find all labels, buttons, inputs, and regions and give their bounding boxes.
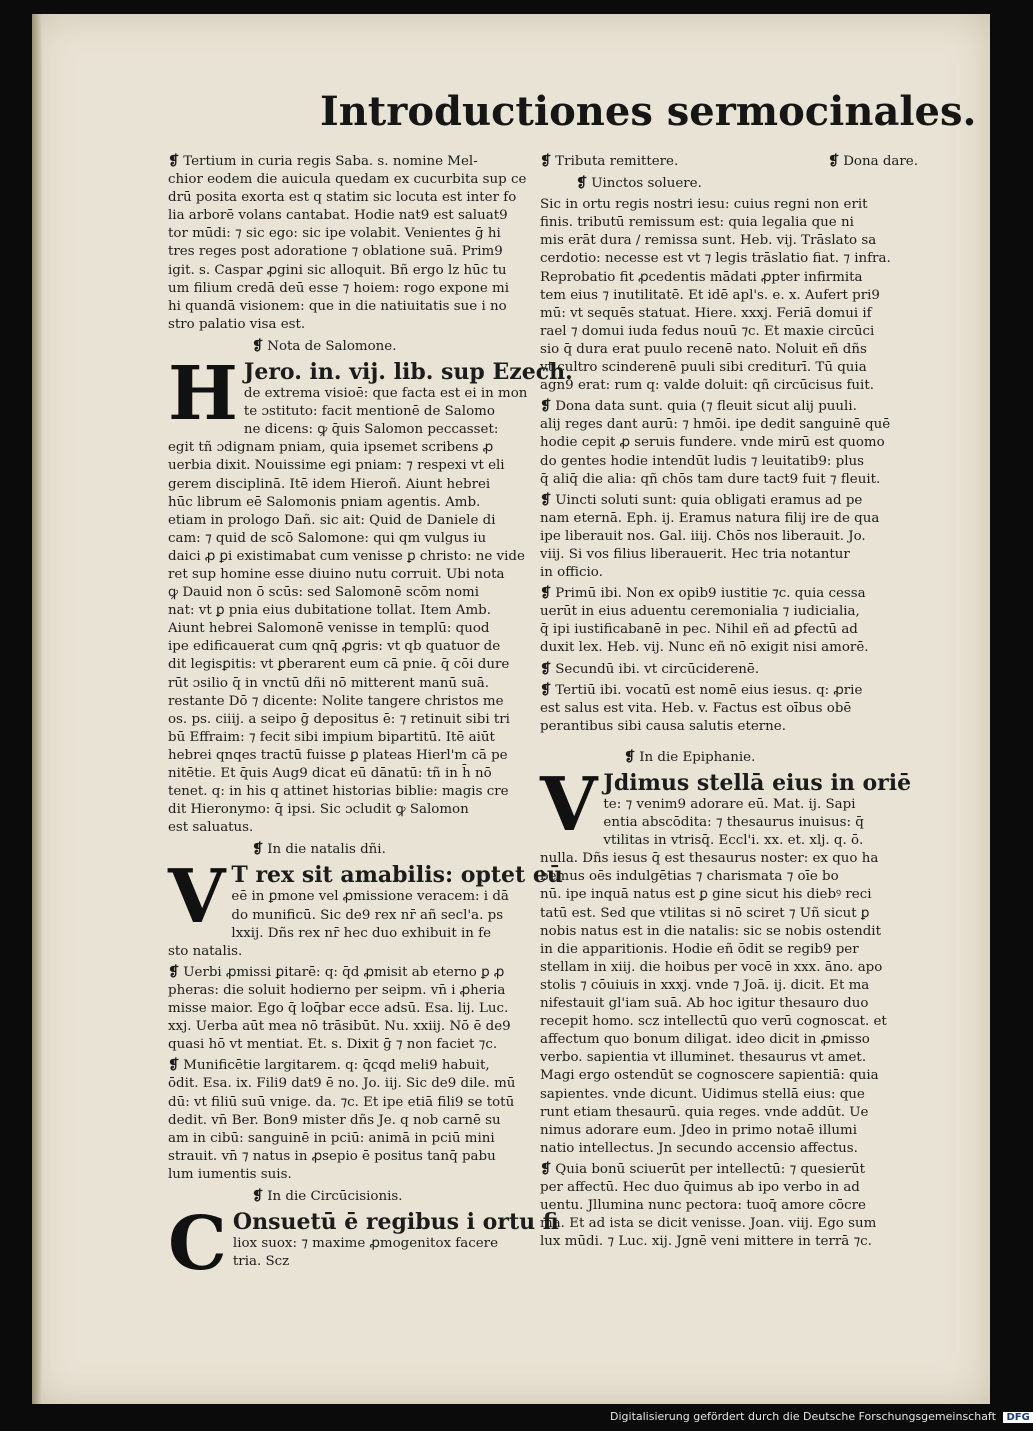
text-line: finis. tributū remissum est: quia legalia que ni [540,215,854,231]
left-para-5 [168,1056,550,1184]
text-line: recepit homo. scz intellectū quo verū cognoscat. et [540,1014,887,1030]
heading-epiphania: ❡ In die Epiphanie. [624,748,756,765]
text-line: rūt ɔsilio q̄ in vnctū dñi nō mitterent manū suā. [168,675,489,691]
text-line: stellam in xiij. die hoibus per vocē in xxx. āno. apo [540,959,883,975]
right-para-8 [540,1160,918,1251]
rex-heading: T rex sit amabilis: optet eū [231,862,563,889]
text-line: nobis natus est in die natalis: sic se nobis ostendit [540,923,881,939]
text-line: misse maior. Ego q̄ loq̄bar ecce adsū. Esa. lij. Luc. [168,1001,509,1017]
text-line: sio q̄ dura erat puulo recenē nato. Noluit eñ dñs [540,341,867,357]
text-line: hi quandā visionem: que in die natiuitatis sue i no [168,298,507,314]
text-line: tenet. q: in his q attinet historias biblie: magis cre [168,784,509,800]
right-para-1 [540,196,918,395]
text-line: strauit. vn̄ ⁊ natus in ꝓsepio ē positus tanq̄ pabu [168,1148,496,1164]
text-line: lux mūdi. ⁊ Luc. xij. Jgnē veni mittere in terrā ⁊c. [540,1234,872,1250]
heading-salomon: ❡ Nota de Salomone. [252,337,397,354]
dfg-logo: DFG [1003,1412,1032,1423]
text-line: mis erāt dura / remissa sunt. Heb. vij. Trāslato sa [540,233,877,249]
text-line: ❡ Quia bonū sciuerūt per intellectū: ⁊ quesierūt [540,1160,866,1177]
dropcap-h: H [168,351,238,438]
right-para-6 [540,681,918,736]
text-line: de extrema visioē: que facta est ei in mon [243,386,528,402]
text-line: ❡ Secundū ibi. vt circūciderenē. [540,660,760,677]
text-line: os. ps. ciiij. a seipo ḡ depositus ē: ⁊ retinuit sibi tri [168,711,510,727]
right-column [540,152,918,1253]
text-line: do munificū. Sic de9 rex nr̄ añ secl'a. ps [231,907,504,923]
text-line: dit Hieronymo: q̄ ipsi. Sic ɔcludit ꝙ Salomon [168,802,469,818]
text-line: Reprobatio fit ꝓcedentis mādati ꝓpter infirmita [540,269,863,285]
text-line: drū posita exorta est q statim sic locuta est inter fo [168,190,517,206]
text-line: rael ⁊ domui iuda fedus nouū ⁊c. Et maxie circūci [540,323,875,339]
text-line: natio intellectus. Jn secundo accensio affectus. [540,1140,858,1156]
text-line: ma. Et ad ista se dicit venisse. Joan. viij. Ego sum [540,1216,877,1232]
text-line: te ɔstituto: facit mentionē de Salomo [243,404,495,420]
text-line: Sic in ortu regis nostri iesu: cuius regni non erit [540,197,868,213]
text-line: stro palatio visa est. [168,316,306,332]
text-line: tem eius ⁊ inutilitatē. Et idē apl's. e. x. Aufert pri9 [540,287,880,303]
text-line: ❡ Dona data sunt. quia (⁊ fleuit sicut alij puuli. [540,398,857,415]
text-line: uentu. Jllumina nunc pectora: tuoq̄ amore cōcre [540,1198,866,1214]
pilcrow-icon: ❡ [168,153,180,169]
text-line: dit legisꝑitis: vt ꝑberarent eum cā pnie. q̄ cōi dure [168,657,510,673]
text-line: gerem disciplinā. Itē idem Hieroñ. Aiunt hebrei [168,476,491,492]
dropcap-v: V [168,854,226,941]
text-line: cerdotio: necesse est vt ⁊ legis trāslatio fiat. ⁊ infra. [540,251,891,267]
text-line: sto natalis. [168,943,243,959]
text-line: ōdit. Esa. ix. Fili9 dat9 ē no. Jo. iij. Sic de9 dile. mū [168,1076,516,1092]
text-line: sapientes. vnde dicunt. Uidimus stellā eius: que [540,1086,865,1102]
text-line: in die apparitionis. Hodie eñ ōdit se regib9 per [540,941,859,957]
heading-row-tributa [540,152,918,171]
text-line: ❡ Tertiū ibi. vocatū est nomē eius iesus. q: ꝓrie [540,681,863,698]
text-line: ❡ Munificētie largitarem. q: q̄cqd meli9 habuit, [168,1057,490,1074]
text-line: te: ⁊ venim9 adorare eū. Mat. ij. Sapi [603,797,856,812]
pilcrow-icon: ❡ [540,681,552,698]
text-line: nat: vt ꝑ pnia eius dubitatione tollat. Item Amb. [168,603,491,619]
text-line: ne dicens: ꝙ q̄uis Salomon peccasset: [243,422,499,438]
text-line: per affectū. Hec duo q̄uimus ab ipo verbo in ad [540,1179,860,1195]
text-line: pheras: die soluit hodierno per seipm. vn̄ i ꝓheria [168,982,506,998]
consuetum-block [168,1201,559,1288]
text-line: ꝙ Dauid non ō scūs: sed Salomonē scōm nomi [168,585,480,601]
text-line: hodie cepit ꝓ seruis fundere. vnde mirū est quomo [540,435,885,451]
text-line: viij. Si vos filius liberauerit. Hec tria notantur [540,546,850,562]
text-line: daici ꝓ ꝑi existimabat cum venisse ꝑ christo: ne vide [168,548,525,564]
text-line: restante Dō ⁊ dicente: Nolite tangere christos me [168,693,504,709]
text-line: tria. Scz [232,1254,290,1270]
digitization-footer [610,1410,1030,1423]
text-line: am in cibū: sanguinē in pciū: animā in pciū mini [168,1130,495,1146]
text-line: lum iumentis suis. [168,1166,292,1182]
text-line: nam eternā. Eph. ij. Eramus natura filij ire de qua [540,510,880,526]
pilcrow-icon: ❡ [540,491,552,508]
text-line: affectum quo bonum diligat. ideo dicit in ꝓmisso [540,1032,870,1048]
text-line: ipe liberauit nos. Gal. iiij. Chōs nos liberauit. Jo. [540,528,866,544]
heading-vinctos: ❡ Uinctos soluere. [576,175,702,192]
text-line: nulla. Dñs iesus q̄ est thesaurus noster: ex quo ha [540,851,879,867]
pilcrow-icon: ❡ [168,1057,180,1074]
text-line: ❡ Uerbi ꝓmissi ꝑitarē: q: q̄d ꝓmisit ab eterno ꝑ ꝓ [168,963,505,980]
text-line: chior eodem die auicula quedam ex cucurbita sup ce [168,172,527,188]
text-line: dū: vt filiū suū vnige. da. ⁊c. Et ipe etiā fili9 se totū [168,1094,515,1110]
text-line: eē in ꝑmone vel ꝓmissione veracem: i dā [231,889,509,905]
left-para-1 [168,152,550,334]
text-line: etiam in prologo Dañ. sic ait: Quid de Daniele di [168,512,496,528]
text-line: agn9 erat: rum q: valde doluit: qñ circūcisus fuit. [540,378,874,394]
text-line: tor mūdi: ⁊ sic ego: sic ipe volabit. Venientes ḡ hi [168,226,501,242]
text-line: ❡ Uincti soluti sunt: quia obligati eramus ad pe [540,491,863,508]
text-line: um filium credā deū esse ⁊ hoiem: rogo expone mi [168,280,510,296]
page-binding [32,14,42,1404]
text-line: nimus adorare eum. Jdeo in primo notaē illumi [540,1122,858,1138]
heading-dona: ❡ Dona dare. [827,153,918,169]
text-line: Magi ergo ostendūt se cognoscere sapientiā: quia [540,1068,879,1084]
right-para-3 [540,491,918,582]
heading-natalis: ❡ In die natalis dñi. [252,841,386,858]
text-line: q̄ ipi iustificabanē in pec. Nihil eñ ad ꝑfectū ad [540,622,858,638]
dropcap-v2: V [540,762,598,848]
dropcap-c: C [168,1201,227,1288]
text-line: hūc librum eē Salomonis pniam agentis. Amb. [168,494,481,510]
heading-circumcisio: ❡ In die Circūcisionis. [252,1187,403,1204]
text-line: nitētie. Et q̄uis Aug9 dicat eū dānatū: tñ in h̄ nō [168,766,492,781]
vidimus-block [540,762,918,1158]
text-line: bemus oēs indulgētias ⁊ charismata ⁊ oīe bo [540,869,839,885]
hiero-heading: Jero. in. vij. lib. sup Ezech. [243,359,573,386]
text-line: duxit lex. Heb. vij. Nunc eñ nō exigit nisi amorē. [540,640,869,656]
text-line: in officio. [540,565,603,581]
pilcrow-icon: ❡ [168,963,180,980]
text-line: uerbia dixit. Nouissime egi pniam: ⁊ respexi vt eli [168,458,505,474]
text-line: runt etiam thesaurū. quia reges. vnde addūt. Ue [540,1104,869,1120]
heading-tributa: ❡ Tributa remittere. [540,153,679,169]
text-line: quasi hō vt mentiat. Et. s. Dixit ḡ ⁊ non faciet ⁊c. [168,1037,498,1053]
consuetum-heading: Onsuetū ē regibus i ortu fi [232,1209,559,1236]
text-line: verbo. sapientia vt illuminet. thesaurus vt amet. [540,1050,867,1066]
text-line: ❡ Tertium in curia regis Saba. s. nomine Mel- [168,153,478,169]
text-line: nū. ipe inquā natus est ꝑ gine sicut his diebꝰ reci [540,887,872,903]
text-line: hebrei qnqes tractū fuisse ꝑ plateas Hierl'm cā pe [168,747,508,763]
text-line: igit. s. Caspar ꝓgini sic alloquit. Bñ ergo lz hūc tu [168,262,507,278]
text-line: tres reges post adoratione ⁊ oblatione suā. Prim9 [168,244,503,260]
page-title: Introductiones sermocinales. [320,88,977,135]
text-line: ❡ Primū ibi. Non ex opib9 iustitie ⁊c. quia cessa [540,585,866,602]
text-line: xxj. Uerba aūt mea nō trāsibūt. Nu. xxiij. Nō ē de9 [168,1019,511,1035]
pilcrow-icon: ❡ [540,1160,552,1177]
right-para-4 [540,584,918,657]
text-line: liox suox: ⁊ maxime ꝓmogenitox facere [232,1236,498,1252]
text-line: stolis ⁊ cōuiuis in xxxj. vnde ⁊ Joā. ij. dicit. Et ma [540,977,870,993]
rex-block [168,854,563,960]
right-para-2 [540,397,918,488]
text-line: nifestauit gl'iam suā. Ab hoc igitur thesauro duo [540,996,869,1012]
pilcrow-icon: ❡ [540,660,552,677]
text-line: dedit. vn̄ Ber. Bon9 mister dñs Je. q nob carnē su [168,1112,501,1128]
text-line: perantibus sibi causa salutis eterne. [540,718,786,734]
text-line: mū: vt sequēs statuat. Hiere. xxxj. Feriā domui if [540,305,872,321]
text-line: est saluatus. [168,820,254,836]
text-line: q̄ aliq̄ die alia: qñ chōs tam dure tact9 fuit ⁊ fleuit. [540,471,881,487]
text-line: est salus est vita. Heb. v. Factus est oībus obē [540,700,852,716]
text-line: entia abscōdita: ⁊ thesaurus inuisus: q̄ [603,815,864,831]
text-line: bū Effraim: ⁊ fecit sibi impium bipartitū. Itē aiūt [168,729,495,745]
right-para-5 [540,660,918,679]
vidimus-heading: Jdimus stellā eius in oriē [603,770,912,796]
text-line: do gentes hodie intendūt ludis ⁊ leuitatib9: plus [540,453,864,469]
text-line: egit tñ ɔdignam pniam, quia ipsemet scribens ꝓ [168,440,494,456]
text-line: alij reges dant aurū: ⁊ hmōi. ipe dedit sanguinē quē [540,417,891,433]
text-line: ipe edificauerat cum qnq̄ ꝓgris: vt qb quatuor de [168,639,501,655]
footer-text: Digitalisierung gefördert durch die Deutsche Forschungsgemeinschaft [610,1410,996,1423]
text-line: ret sup homine esse diuino nutu corruit. Ubi nota [168,566,505,582]
text-line: lia arborē volans cantabat. Hodie nat9 est saluat9 [168,208,508,224]
pilcrow-icon: ❡ [540,398,552,415]
text-line: vtilitas in vtrisq̄. Eccl'i. xx. et. xlj. q. ō. [603,833,864,849]
right-para-7 [540,796,918,1158]
left-para-4 [168,963,550,1054]
text-line: Aiunt hebrei Salomonē venisse in templū: quod [168,621,490,637]
left-para-2 [168,385,550,837]
text-line: cam: ⁊ quid de scō Salomone: qui qm vulgus iu [168,530,487,546]
text-line: tatū est. Sed que vtilitas si nō sciret ⁊ Uñ sicut ꝑ [540,905,870,921]
pilcrow-icon: ❡ [540,585,552,602]
text-line: lxxij. Dñs rex nr̄ hec duo exhibuit in fe [231,925,492,941]
text-line: uerūt in eius aduentu ceremonialia ⁊ iudicialia, [540,604,860,620]
text-line: vt cultro scinderenē puuli sibi crediturī. Tū quia [540,360,867,376]
